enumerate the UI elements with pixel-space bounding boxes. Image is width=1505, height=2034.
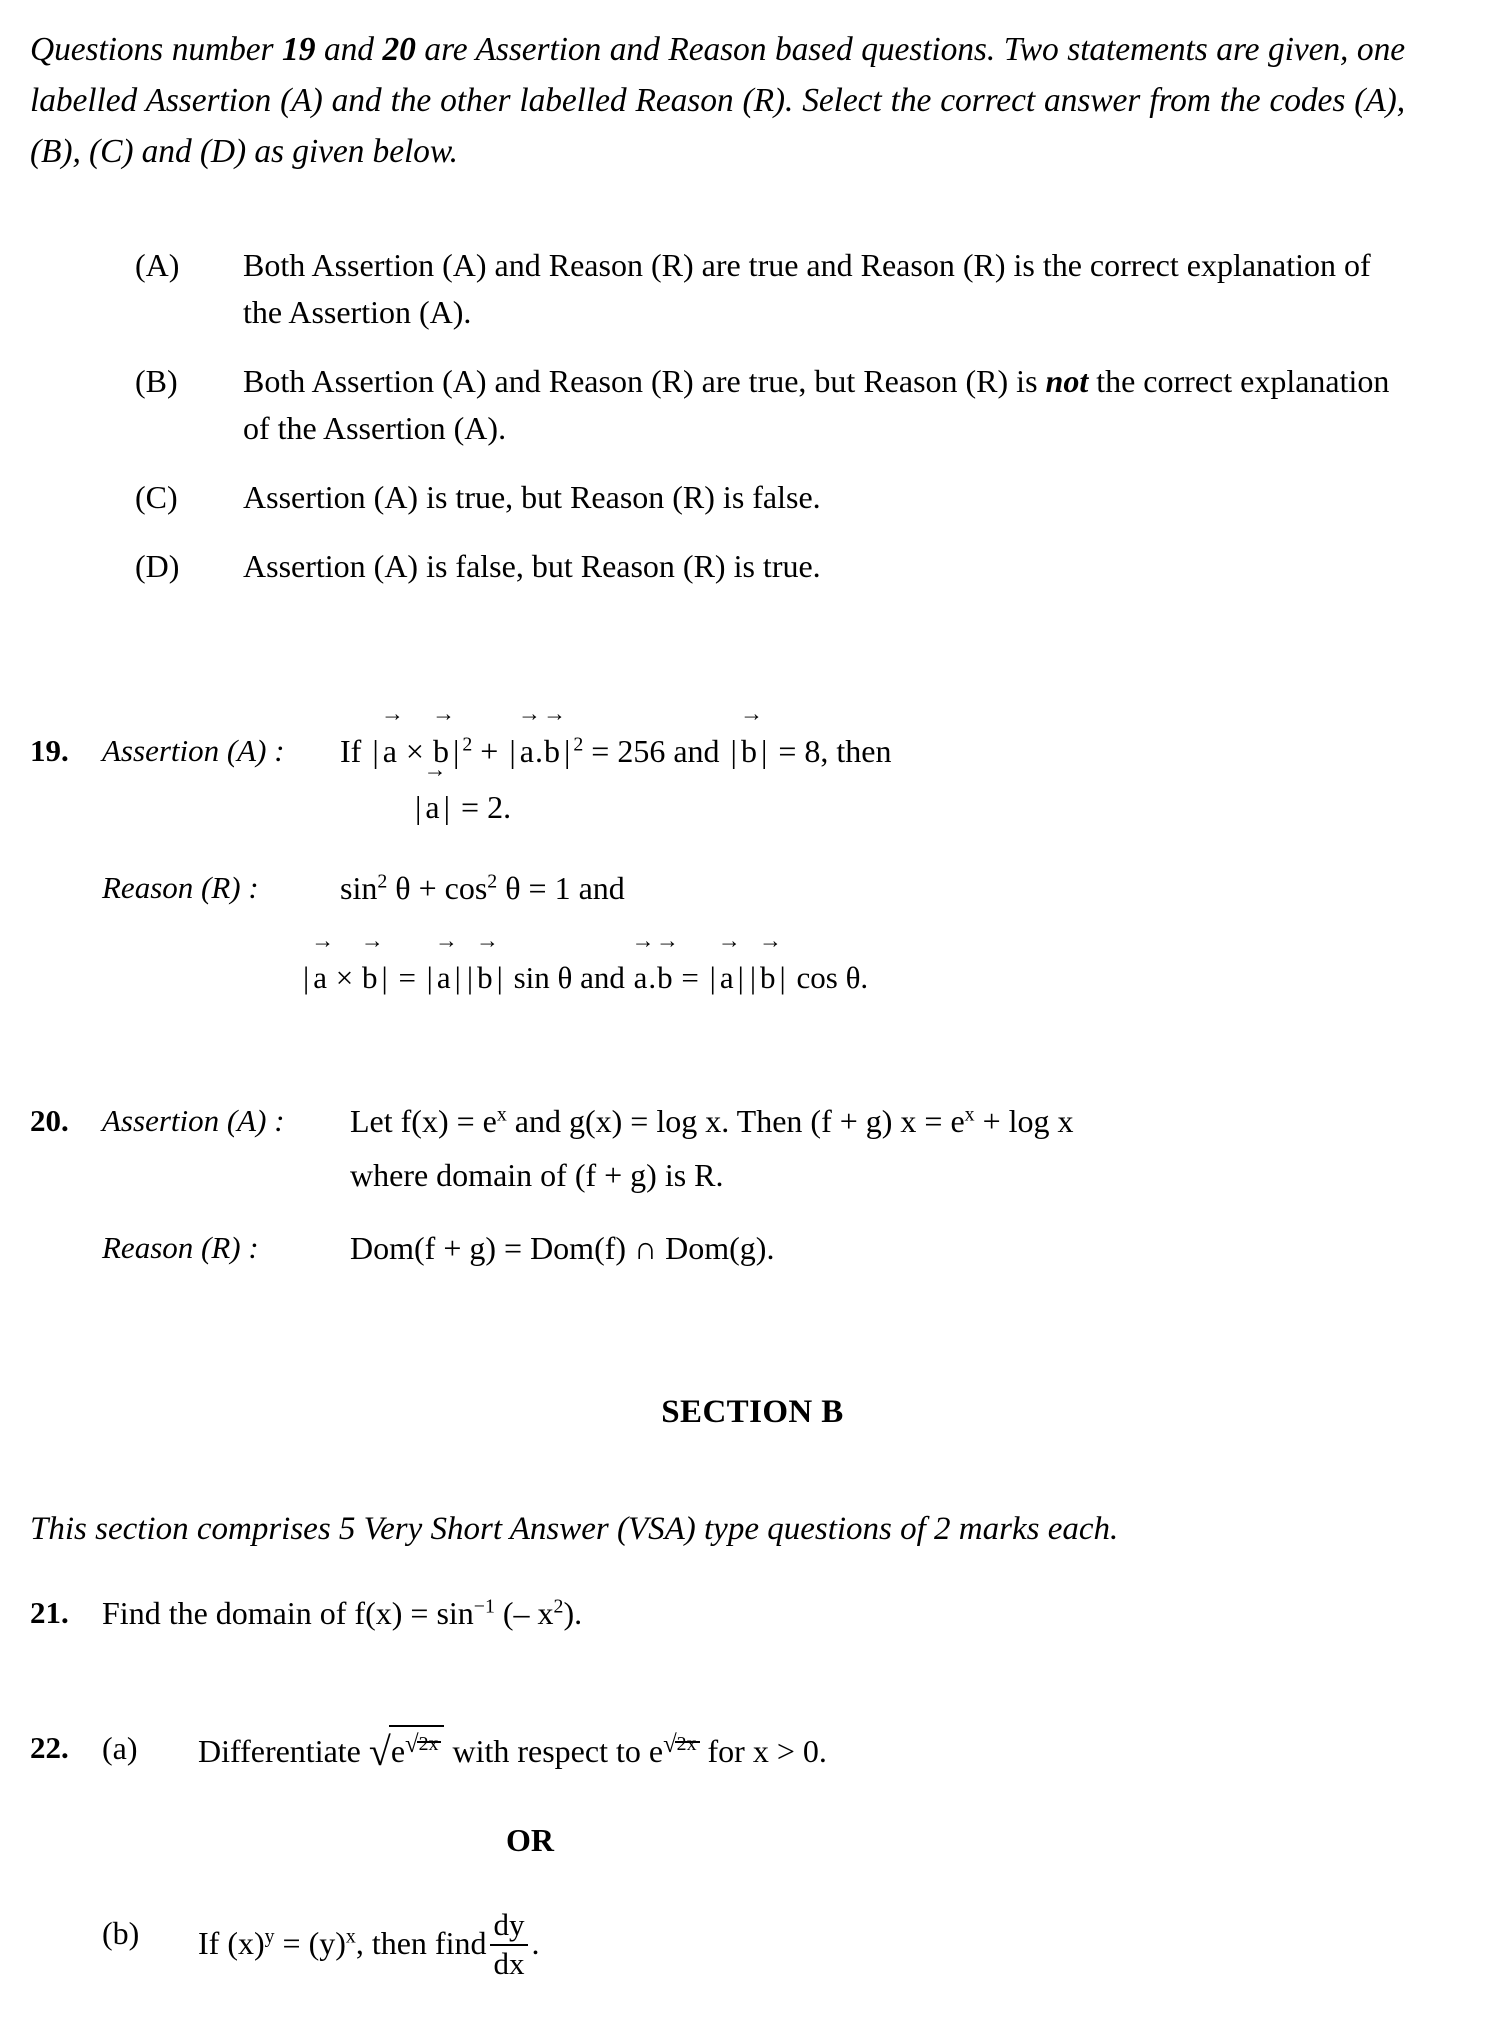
q19r-vec-b1-letter: b: [361, 960, 378, 995]
q22a-pre: Differentiate: [198, 1733, 361, 1769]
radical-icon: √: [368, 1729, 391, 1775]
q19-then: then: [836, 733, 892, 769]
intro-lead: Questions number: [30, 31, 283, 68]
q22b-derivative-fraction: [490, 1908, 527, 1982]
q22a-e-exponent: [663, 1731, 699, 1759]
q19r-vec-a1-letter: a: [313, 960, 327, 995]
question-21: [30, 1590, 1430, 1636]
option-b-text-after: the correct explanation of the Assertion (A).: [243, 363, 1390, 446]
q19-vector-b-2: [543, 701, 565, 774]
q19r-bar-8: |: [737, 960, 744, 995]
option-d: [135, 543, 1400, 590]
q19-vector-a-2: [518, 701, 540, 774]
q19-vec-a2-letter: a: [519, 733, 534, 769]
vector-arrow-icon: →: [543, 701, 565, 726]
question-20-assertion-body: [350, 1098, 1430, 1198]
q22b-fraction-denominator: dx: [493, 1945, 525, 1981]
option-d-tag: (D): [135, 548, 180, 584]
q19r-vec-a3-letter: a: [633, 960, 648, 995]
q19-vector-a-1: [380, 701, 402, 774]
q19r-vector-a-4: [717, 928, 739, 1001]
q19-reason-equals: = 1 and: [528, 870, 625, 906]
q21-exponent-minus-one: −1: [473, 1595, 495, 1618]
question-19-assertion-line-2: [340, 757, 1430, 830]
vector-arrow-icon: →: [380, 701, 402, 726]
option-c: [135, 474, 1400, 521]
question-19-assertion-body: [340, 701, 1430, 830]
q22b-post: .: [531, 1925, 540, 1962]
option-a-tag: (A): [135, 247, 180, 283]
question-19-reason-body: [340, 865, 1460, 911]
q22a-e-term: [649, 1733, 700, 1769]
q22b-mid-2: , then find: [355, 1925, 487, 1962]
q19-sin: sin: [340, 870, 378, 906]
q19r-vector-a-2: [434, 928, 456, 1001]
q19-l2-vec-a-letter: a: [425, 789, 440, 825]
question-20-assertion-line-1: [350, 1098, 1430, 1144]
question-19-reason-line-1: [340, 865, 1460, 911]
q19-l2-bar-1: |: [415, 789, 422, 825]
q21-pre: Find the domain of f(x) = sin: [102, 1595, 474, 1631]
q19-exponent-2: 2: [573, 733, 584, 756]
q22a-post: for x > 0.: [707, 1733, 827, 1769]
q19-vec-b2-letter: b: [543, 733, 560, 769]
question-19-reason-label: Reason (R) :: [102, 870, 259, 905]
q19-plus: +: [480, 733, 499, 769]
q19r-sin-theta: sin θ: [513, 960, 573, 995]
q19r-bar-7: |: [709, 960, 716, 995]
q22a-e-inner-sqrt: √2x: [663, 1741, 699, 1745]
vector-arrow-icon: →: [476, 928, 498, 953]
q21-mid: (– x: [494, 1595, 554, 1631]
q22b-pre: If (x): [198, 1925, 265, 1962]
q20-post: + log x: [974, 1103, 1074, 1139]
q19-vec-b1-letter: b: [432, 733, 449, 769]
q19r-vec-a4-letter: a: [719, 960, 734, 995]
question-22-part-b-body: [198, 1907, 1430, 1984]
question-20-reason: [30, 1225, 1430, 1271]
question-22-part-a-body: [198, 1725, 1460, 1775]
q20-mid: and g(x) = log x. Then (f + g) x = e: [506, 1103, 965, 1139]
intro-paragraph: [30, 24, 1405, 177]
vector-arrow-icon: →: [423, 757, 445, 782]
q19-value-8: 8,: [804, 733, 829, 769]
q19r-bar-4: |: [454, 960, 461, 995]
q22a-root-base: e: [390, 1733, 406, 1769]
q19-reason-plus: +: [418, 870, 437, 906]
q22a-inner-sqrt-body: 2x: [417, 1741, 442, 1744]
question-19-number: 19.: [30, 733, 69, 768]
q19r-bar-10: |: [779, 960, 786, 995]
q19-and: and: [673, 733, 720, 769]
q19-bar-5: |: [730, 733, 737, 769]
q19-cos-exponent: 2: [487, 870, 498, 893]
q19r-vector-b-4: [758, 928, 780, 1001]
q19-l2-vector-a: [423, 757, 445, 830]
q19-bar-2: |: [452, 733, 460, 769]
option-b-emphasis: not: [1045, 363, 1089, 399]
intro-question-number-19: 19: [282, 31, 316, 68]
question-19-reason-line-2-body: [300, 928, 1480, 1001]
question-19-reason-line-2: [300, 928, 1480, 1001]
q19r-cross: ×: [335, 960, 354, 995]
q19-bar-1: |: [372, 733, 379, 769]
q20-exponent-x-1: x: [496, 1103, 507, 1126]
question-19-assertion-label: Assertion (A) :: [102, 733, 285, 768]
q19r-dot: .: [648, 960, 657, 995]
q22b-exponent-x: x: [345, 1925, 356, 1948]
q19-cos: cos: [444, 870, 488, 906]
q22a-e-inner-sqrt-body: 2x: [675, 1741, 700, 1744]
option-b-text-before: Both Assertion (A) and Reason (R) are true, but Reason (R) is: [243, 363, 1046, 399]
question-22-part-b: [30, 1907, 1430, 1984]
question-22-part-a: [30, 1725, 1460, 1775]
q22a-outer-sqrt: [369, 1725, 445, 1775]
q19-value-256: 256: [617, 733, 666, 769]
q19-l2-rest: = 2.: [461, 789, 512, 825]
option-d-text: Assertion (A) is false, but Reason (R) is true.: [243, 548, 821, 584]
q19r-equals-1: =: [398, 960, 416, 995]
q19-if: If: [340, 733, 362, 769]
q19-exponent-1: 2: [462, 733, 473, 756]
question-22-part-b-tag: (b): [102, 1915, 140, 1951]
vector-arrow-icon: →: [631, 928, 653, 953]
option-c-tag: (C): [135, 479, 178, 515]
vector-arrow-icon: →: [758, 928, 780, 953]
q22a-e-base: e: [648, 1733, 664, 1769]
question-19-assertion-line-1: [340, 701, 1430, 782]
option-b-text: [243, 358, 1400, 452]
q19r-bar-1: |: [303, 960, 310, 995]
option-a-text: Both Assertion (A) and Reason (R) are true and Reason (R) is the correct explanation of the Assertion (A).: [243, 247, 1371, 330]
q19-cross-operator: ×: [405, 733, 424, 769]
intro-mid: and: [315, 31, 383, 68]
section-b-heading: SECTION B: [661, 1394, 844, 1430]
vector-arrow-icon: →: [311, 928, 333, 953]
q19-bar-4: |: [563, 733, 571, 769]
q19r-bar-9: |: [749, 960, 757, 995]
intro-tail: are Assertion and Reason based questions. Two statements are given, one labelled Assertion (A) and the other labelled Reason (R). Select the correct answer from the codes (A), (B), (C) and (D) as given below.: [30, 31, 1405, 170]
q19-vec-b3-letter: b: [740, 733, 757, 769]
question-19-assertion: [30, 701, 1430, 830]
section-b-note: This section comprises 5 Very Short Answer (VSA) type questions of 2 marks each.: [30, 1511, 1119, 1547]
q19-bar-6: |: [760, 733, 768, 769]
q19-vector-b-3: [740, 701, 762, 774]
q20-pre: Let f(x) = e: [350, 1103, 497, 1139]
vector-arrow-icon: →: [434, 928, 456, 953]
q21-exponent-two: 2: [553, 1595, 564, 1618]
question-20-number: 20.: [30, 1103, 69, 1138]
q19-theta-2: θ: [505, 870, 521, 906]
q19r-vec-b3-letter: b: [657, 960, 673, 995]
vector-arrow-icon: →: [432, 701, 454, 726]
q22b-fraction-numerator: dy: [490, 1908, 527, 1946]
q19r-bar-5: |: [466, 960, 474, 995]
intro-question-number-20: 20: [382, 31, 416, 68]
q22a-outer-sqrt-body: [389, 1725, 445, 1774]
vector-arrow-icon: →: [717, 928, 739, 953]
q21-post: ).: [563, 1595, 583, 1631]
q20-exponent-x-2: x: [964, 1103, 975, 1126]
q19r-vec-b4-letter: b: [760, 960, 776, 995]
vector-arrow-icon: →: [656, 928, 678, 953]
q19r-vector-b-1: [360, 928, 382, 1001]
question-20-assertion-label: Assertion (A) :: [102, 1103, 285, 1138]
q19-dot-operator: .: [534, 733, 543, 769]
vector-arrow-icon: →: [518, 701, 540, 726]
q22a-root-exponent: [405, 1731, 441, 1759]
q19r-vec-a2-letter: a: [436, 960, 451, 995]
answer-code-options: [135, 242, 1400, 612]
question-20-reason-label: Reason (R) :: [102, 1230, 259, 1265]
q19r-vector-a-1: [311, 928, 333, 1001]
q19r-vector-b-2: [476, 928, 498, 1001]
question-21-body: [102, 1590, 1430, 1636]
q22b-mid: = (y): [274, 1925, 346, 1962]
q19r-bar-2: |: [381, 960, 388, 995]
question-20-assertion-line-2: where domain of (f + g) is R.: [350, 1157, 724, 1193]
question-22-or-divider: OR: [506, 1822, 554, 1858]
q19-vec-a1-letter: a: [382, 733, 397, 769]
q22a-mid: with respect to: [452, 1733, 641, 1769]
q19r-bar-3: |: [426, 960, 433, 995]
question-20-reason-text: Dom(f + g) = Dom(f) ∩ Dom(g).: [350, 1230, 775, 1266]
question-22-part-a-tag: (a): [102, 1730, 138, 1766]
option-b-tag: (B): [135, 363, 178, 399]
option-a: [135, 242, 1400, 336]
q19r-and: and: [580, 960, 625, 995]
q22a-inner-sqrt: √2x: [405, 1741, 441, 1745]
vector-arrow-icon: →: [360, 928, 382, 953]
q19-theta-1: θ: [395, 870, 411, 906]
q19r-vec-b2-letter: b: [477, 960, 493, 995]
question-20-assertion: [30, 1098, 1430, 1198]
q19-bar-3: |: [509, 733, 516, 769]
q19-equals-1: =: [591, 733, 610, 769]
q19r-equals-2: =: [681, 960, 699, 995]
q19r-bar-6: |: [496, 960, 503, 995]
vector-arrow-icon: →: [740, 701, 762, 726]
q19r-cos-theta: cos θ.: [796, 960, 869, 995]
question-22-number: 22.: [30, 1730, 69, 1765]
q19-sin-exponent: 2: [377, 870, 388, 893]
q22b-exponent-y: y: [264, 1925, 275, 1948]
option-c-text: Assertion (A) is true, but Reason (R) is false.: [243, 479, 821, 515]
question-21-number: 21.: [30, 1595, 69, 1630]
option-b: [135, 358, 1400, 452]
q19-l2-bar-2: |: [443, 789, 451, 825]
q19r-vector-a-3: [631, 928, 653, 1001]
question-19-reason: [30, 865, 1460, 911]
q19-equals-2: =: [778, 733, 797, 769]
q19r-vector-b-3: [656, 928, 678, 1001]
